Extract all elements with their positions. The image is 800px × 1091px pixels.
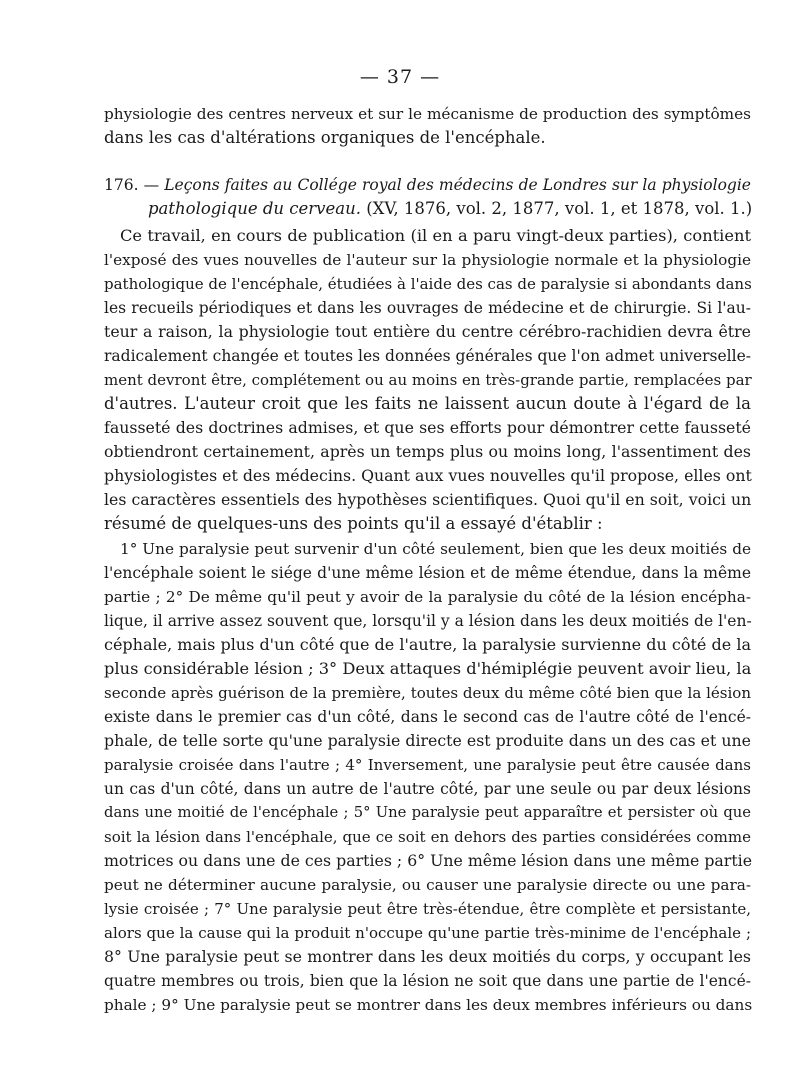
paragraph-line: physiologistes et des médecins. Quant aux vues nouvelles qu'il propose, elles ont	[104, 466, 752, 485]
paragraph-line: motrices ou dans une de ces parties ; 6° Une même lésion dans une même partie	[104, 851, 753, 870]
paragraph-line: résumé de quelques-uns des points qu'il a essayé d'établir :	[104, 514, 603, 533]
paragraph-line: pathologique de l'encéphale, étudiées à l'aide des cas de paralysie si abondants dans	[104, 275, 752, 293]
page-number: — 37 —	[359, 66, 441, 88]
paragraph-line: 8° Une paralysie peut se montrer dans les deux moitiés du corps, y occupant les	[104, 947, 751, 966]
entry-title: Leçons faites au Collége royal des médecins de Londres sur la physiologie	[164, 176, 751, 194]
paragraph-line: teur a raison, la physiologie tout entière du centre cérébro-rachidien devra être	[104, 322, 751, 341]
paragraph-line: partie ; 2° De même qu'il peut y avoir de la paralysie du côté de la lésion encépha-	[104, 588, 751, 606]
paragraph-line: les caractères essentiels des hypothèses scientifiques. Quoi qu'il en soit, voici un	[104, 490, 752, 509]
paragraph-line: 1° Une paralysie peut survenir d'un côté seulement, bien que les deux moitiés de	[120, 540, 751, 558]
paragraph-line: plus considérable lésion ; 3° Deux attaques d'hémiplégie peuvent avoir lieu, la	[104, 659, 752, 678]
paragraph-line: quatre membres ou trois, bien que la lésion ne soit que dans une partie de l'encé-	[104, 972, 751, 990]
paragraph-line: phale, de telle sorte qu'une paralysie directe est produite dans un des cas et une	[104, 731, 751, 750]
paragraph-line: ment devront être, complétement ou au moins en très-grande partie, remplacées par	[104, 371, 752, 389]
paragraph-line: un cas d'un côté, dans un autre de l'autre côté, par une seule ou par deux lésions	[104, 780, 751, 798]
entry-title-continued: pathologique du cerveau.	[148, 199, 361, 218]
paragraph-line: existe dans le premier cas d'un côté, dans le second cas de l'autre côté de l'encé-	[104, 708, 751, 726]
paragraph-line: peut ne déterminer aucune paralysie, ou causer une paralysie directe ou une para-	[104, 876, 751, 894]
paragraph-line: lysie croisée ; 7° Une paralysie peut être très-étendue, être complète et persistante,	[104, 900, 751, 918]
paragraph-line: l'encéphale soient le siége d'une même lésion et de même étendue, dans la même	[104, 564, 751, 582]
intro-line: dans les cas d'altérations organiques de l'encéphale.	[104, 128, 546, 147]
entry-citation: (XV, 1876, vol. 2, 1877, vol. 1, et 1878, vol. 1.)	[360, 199, 753, 218]
paragraph-line: l'exposé des vues nouvelles de l'auteur sur la physiologie normale et la physiologie	[104, 251, 751, 269]
paragraph-line: dans une moitié de l'encéphale ; 5° Une paralysie peut apparaître et persister où que	[104, 804, 751, 821]
paragraph-line: alors que la cause qui la produit n'occupe qu'une partie très-minime de l'encéphale ;	[104, 924, 751, 942]
paragraph-line: seconde après guérison de la première, toutes deux du même côté bien que la lésion	[104, 684, 751, 702]
paragraph-line: fausseté des doctrines admises, et que ses efforts pour démontrer cette fausseté	[104, 418, 751, 437]
intro-line: physiologie des centres nerveux et sur le mécanisme de production des symptômes	[104, 105, 751, 123]
paragraph-line: lique, il arrive assez souvent que, lorsqu'il y a lésion dans les deux moitiés de l'en-	[104, 612, 752, 630]
paragraph-line: céphale, mais plus d'un côté que de l'autre, la paralysie survienne du côté de la	[104, 635, 751, 654]
paragraph-line: les recueils périodiques et dans les ouvrages de médecine et de chirurgie. Si l'au-	[104, 299, 751, 317]
paragraph-line: soit la lésion dans l'encéphale, que ce soit en dehors des parties considérées comme	[104, 828, 751, 846]
paragraph-line: d'autres. L'auteur croit que les faits ne laissent aucun doute à l'égard de la	[104, 394, 751, 413]
paragraph-line: obtiendront certainement, après un temps plus ou moins long, l'assentiment des	[104, 442, 751, 461]
entry-number: 176. —	[104, 176, 160, 194]
entry-heading	[104, 173, 751, 197]
paragraph-line: radicalement changée et toutes les données générales que l'on admet universelle-	[104, 347, 751, 365]
paragraph-line: paralysie croisée dans l'autre ; 4° Inversement, une paralysie peut être causée dans	[104, 756, 751, 774]
paragraph-line: Ce travail, en cours de publication (il en a paru vingt-deux parties), contient	[120, 226, 751, 245]
paragraph-line: phale ; 9° Une paralysie peut se montrer dans les deux membres inférieurs ou dans	[104, 996, 753, 1014]
entry-heading-continued	[148, 197, 751, 221]
